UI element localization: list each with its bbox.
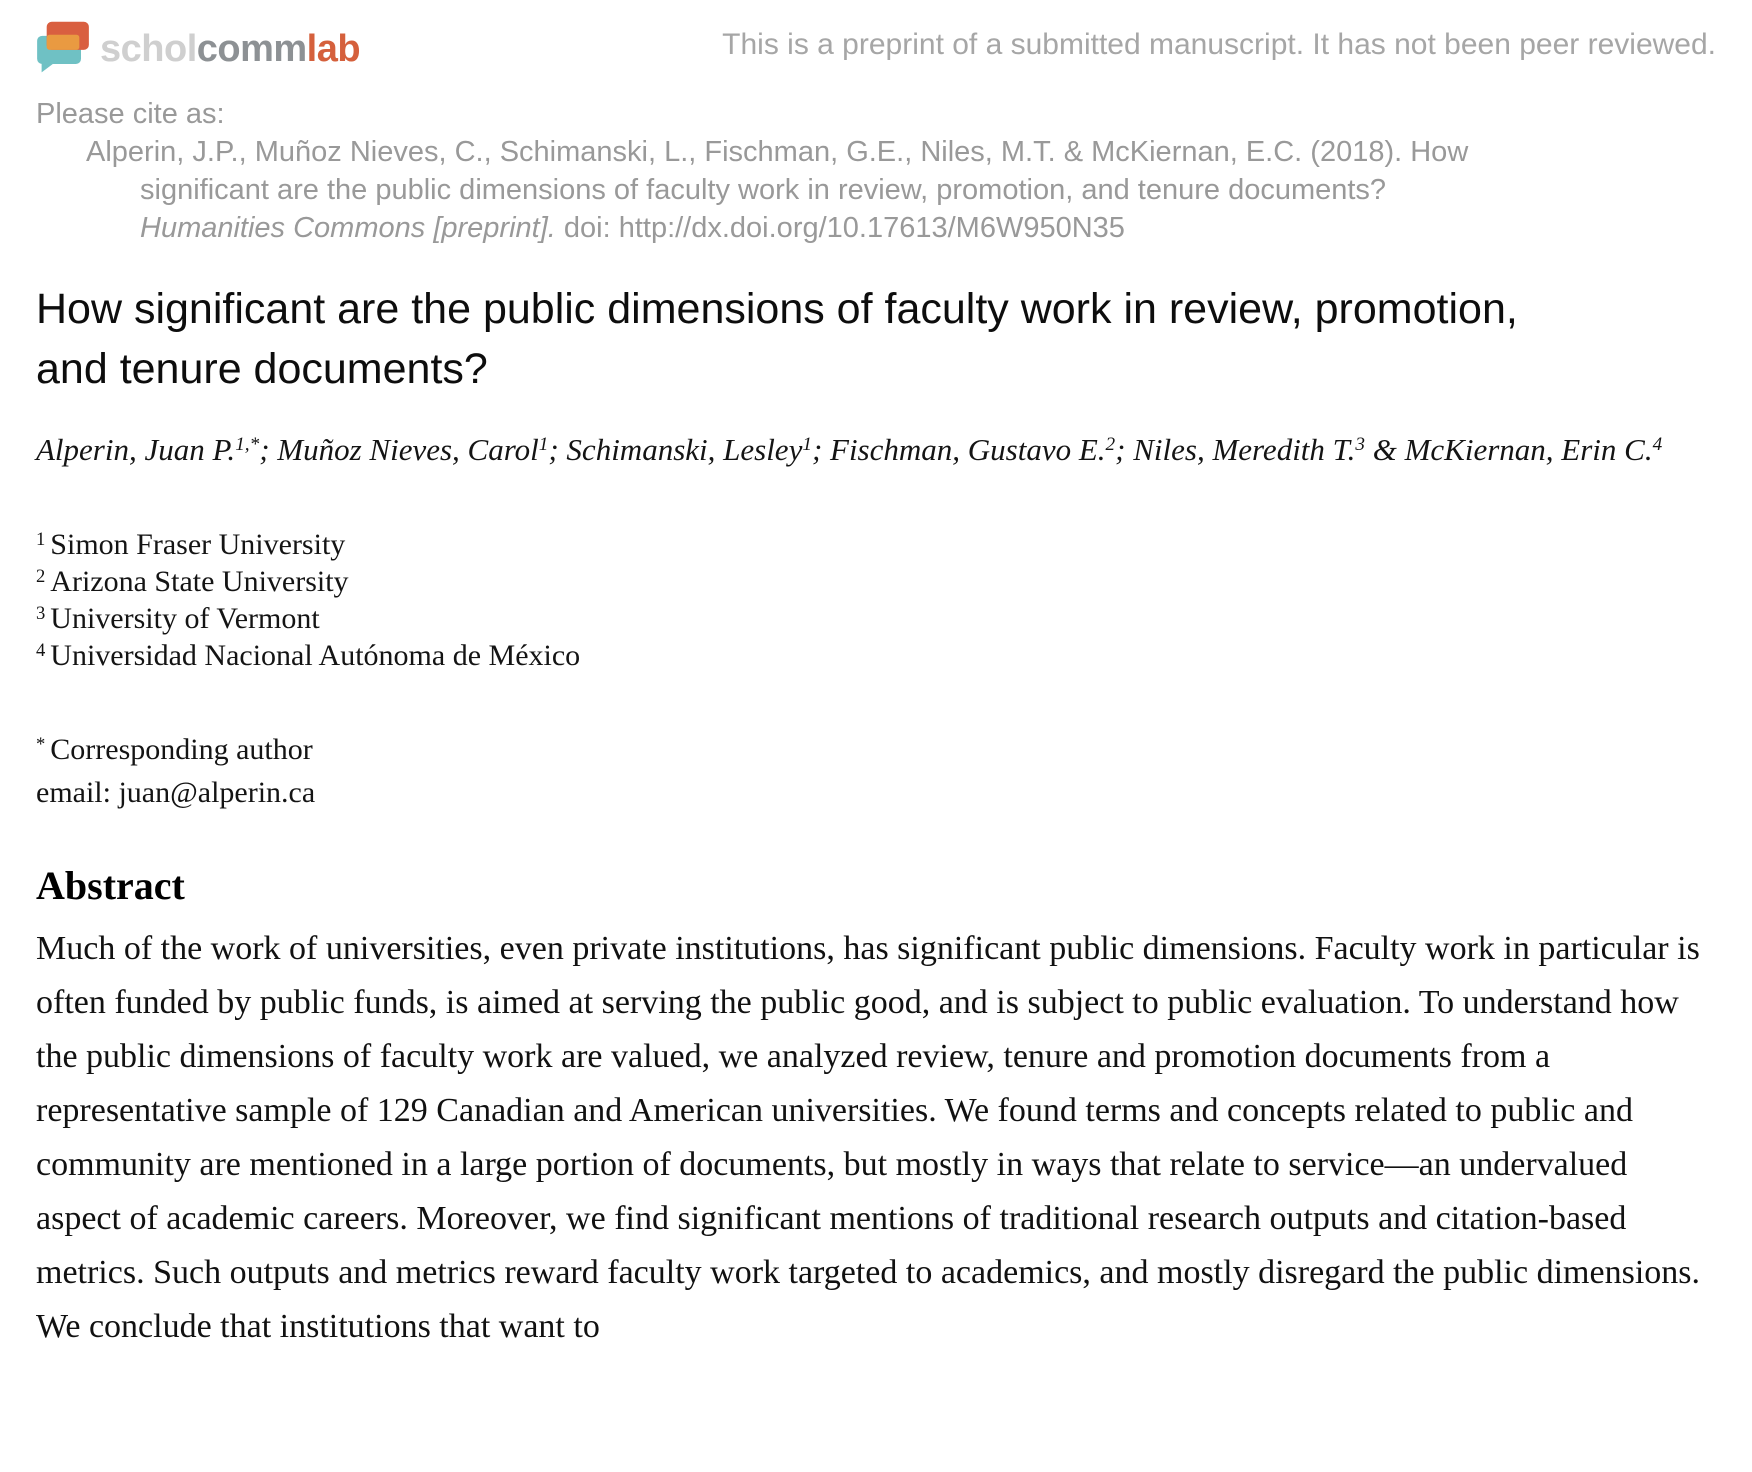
affiliation-superscript: 1 (36, 528, 46, 550)
correspondence-email-line: email: juan@alperin.ca (36, 776, 316, 809)
citation-block (36, 95, 1716, 247)
amber-overlap-shape (47, 35, 80, 50)
citation-journal-name: Humanities Commons [preprint]. (140, 212, 556, 244)
author-superscript: 1 (802, 434, 812, 456)
scholcommlab-logo (36, 20, 360, 73)
logo-text-comm: comm (196, 27, 307, 70)
author-superscript: 3 (1355, 434, 1365, 456)
correspondence-marker: * (36, 733, 46, 755)
affiliation-superscript: 2 (36, 565, 46, 587)
citation-doi: doi: http://dx.doi.org/10.17613/M6W950N35 (555, 212, 1125, 244)
page-title: How significant are the public dimensions of faculty work in review, promotion, and tenure documents? (36, 285, 1518, 393)
corresponding-author-label: Corresponding author (50, 733, 313, 766)
abstract-paragraph: Much of the work of universities, even private institutions, has significant public dimensions. Faculty work in particular is often funded by public funds, is aimed at serving the public good, and is subject to public evaluation. To understand how the public dimensions of faculty work are valued, we analyzed review, tenure and promotion documents from a representative sample of 129 Canadian and American universities. We found terms and concepts related to public and community are mentioned in a large portion of documents, but mostly in ways that relate to service—an undervalued aspect of academic careers. Moreover, we find significant mentions of traditional research outputs and citation-based metrics. Such outputs and metrics reward faculty work targeted to academics, and mostly disregard the public dimensions. We conclude that institutions that want to (36, 930, 1700, 1345)
author-superscript: 2 (1105, 434, 1116, 456)
preprint-notice: This is a preprint of a submitted manuscript. It has not been peer reviewed. (722, 28, 1716, 61)
speech-bubbles-icon (36, 20, 90, 73)
citation-main-text: Alperin, J.P., Muñoz Nieves, C., Schimanski, L., Fischman, G.E., Niles, M.T. & McKiernan, E.C. (2018). How significant are the public dimensions of faculty work in review, promotion, and tenure documents? (86, 136, 1469, 206)
affiliation-superscript: 3 (36, 602, 46, 624)
author-name: ; Schimanski, Lesley (548, 432, 803, 467)
teal-bubble-tail (42, 61, 56, 73)
affiliation-row (36, 563, 1716, 600)
affiliation-list (36, 526, 1716, 674)
page-header (36, 20, 1716, 73)
affiliation-name: Simon Fraser University (50, 528, 346, 561)
author-name: ; Muñoz Nieves, Carol (259, 432, 539, 467)
author-name: & McKiernan, Erin C. (1364, 432, 1653, 467)
logo-wordmark (100, 26, 360, 68)
author-superscript: 1 (538, 434, 549, 456)
affiliation-name: University of Vermont (50, 602, 320, 635)
author-name: ; Fischman, Gustavo E. (811, 432, 1106, 467)
correspondence-block (36, 728, 1716, 814)
author-name: Alperin, Juan P. (36, 432, 236, 467)
affiliation-row (36, 637, 1716, 674)
affiliation-name: Universidad Nacional Autónoma de México (50, 639, 581, 672)
author-superscript: 4 (1652, 434, 1663, 456)
author-superscript: 1,* (235, 434, 260, 456)
affiliation-superscript: 4 (36, 639, 46, 661)
affiliation-row (36, 600, 1716, 637)
citation-text (36, 133, 1536, 247)
affiliation-name: Arizona State University (50, 565, 349, 598)
author-list (36, 425, 1716, 474)
author-name: ; Niles, Meredith T. (1115, 432, 1356, 467)
cite-as-label: Please cite as: (36, 98, 225, 130)
abstract-heading: Abstract (36, 863, 185, 908)
logo-text-schol: schol (100, 27, 197, 70)
corresponding-author-line (36, 728, 1716, 771)
affiliation-row (36, 526, 1716, 563)
logo-text-lab: lab (306, 27, 361, 70)
